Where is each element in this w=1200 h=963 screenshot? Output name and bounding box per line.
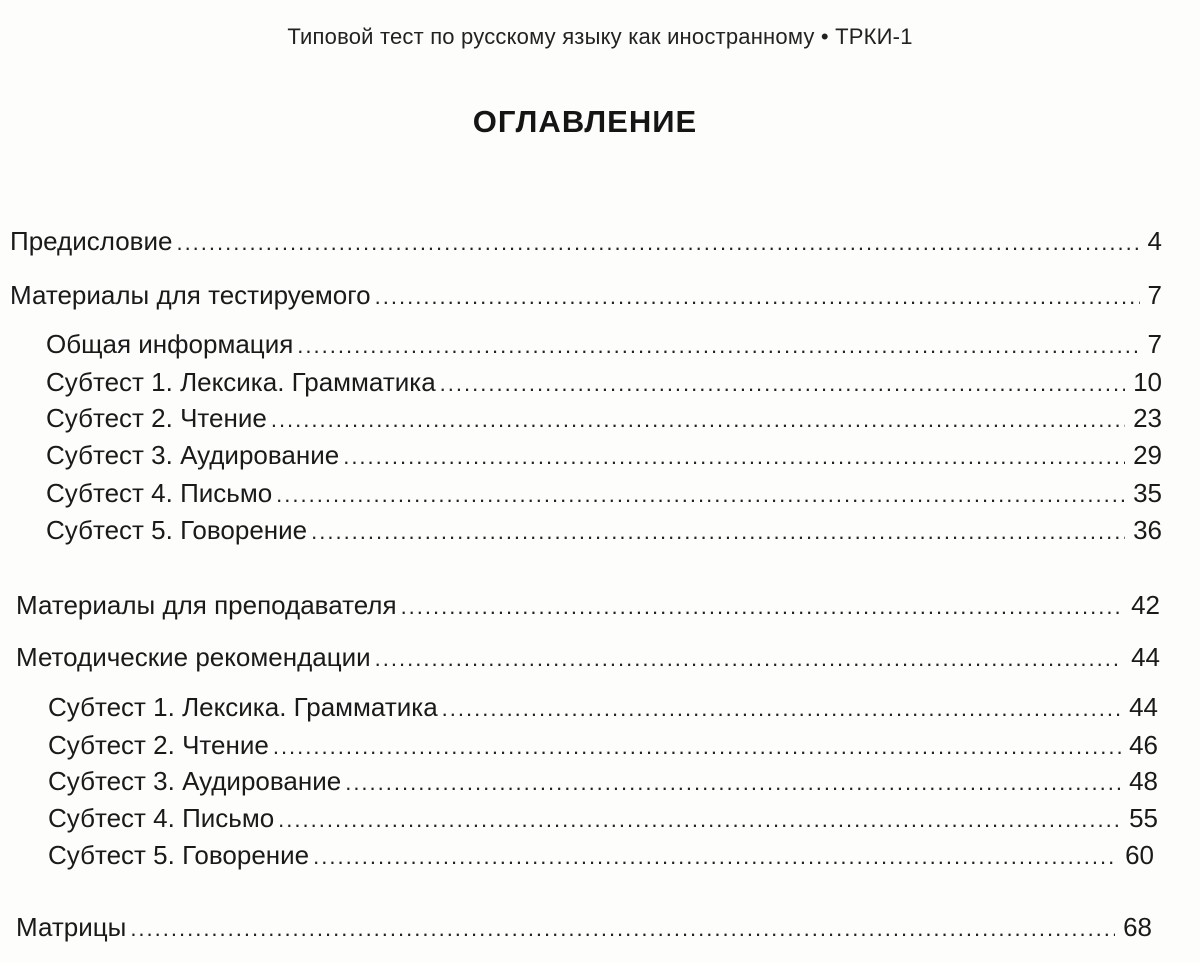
toc-leader-dots [273,732,1121,762]
toc-leader-dots [442,694,1121,724]
toc-entry-preface[interactable] [10,226,1162,258]
toc-entry-label: Субтест 2. Чтение [46,403,267,433]
toc-entry-page: 68 [1123,912,1152,942]
toc-entry-label: Материалы для тестируемого [10,280,371,310]
toc-entry-page: 42 [1131,590,1160,620]
toc-leader-dots [375,282,1140,312]
toc-entry-subtest-4[interactable] [46,478,1162,510]
toc-entry-general-info[interactable] [46,329,1162,361]
toc-entry-subtest-3[interactable] [46,440,1162,472]
toc-entry-matrices[interactable] [16,912,1152,944]
toc-leader-dots [276,480,1125,510]
toc-entry-label: Субтест 1. Лексика. Грамматика [46,367,436,397]
toc-leader-dots [440,369,1125,399]
toc-leader-dots [345,768,1121,798]
toc-entry-subtest-1[interactable] [46,367,1162,399]
running-header: Типовой тест по русскому языку как иностранному • ТРКИ-1 [287,24,913,49]
toc-entry-label: Матрицы [16,912,127,942]
toc-entry-student-materials[interactable] [10,280,1162,312]
toc-entry-method-subtest-1[interactable] [48,692,1158,724]
toc-entry-page: 35 [1133,478,1162,508]
toc-entry-label: Предисловие [10,226,173,256]
toc-entry-label: Субтест 5. Говорение [48,840,310,870]
toc-entry-page: 10 [1133,367,1162,397]
toc-entry-label: Субтест 3. Аудирование [48,766,342,796]
toc-entry-method-recommendations[interactable] [16,642,1160,674]
toc-entry-page: 29 [1133,440,1162,470]
toc-entry-label: Методические рекомендации [16,642,371,672]
toc-entry-page: 23 [1133,403,1162,433]
toc-entry-page: 60 [1125,840,1154,870]
toc-entry-method-subtest-4[interactable] [48,803,1158,835]
toc-entry-subtest-5[interactable] [46,515,1162,547]
toc-leader-dots [176,228,1139,258]
toc-leader-dots [278,805,1121,835]
toc-leader-dots [130,914,1115,944]
toc-leader-dots [401,592,1124,622]
page-title: ОГЛАВЛЕНИЕ [472,104,698,139]
toc-entry-label: Общая информация [46,329,294,359]
toc-entry-page: 4 [1147,226,1162,256]
toc-entry-page: 7 [1147,280,1162,310]
toc-entry-page: 7 [1147,329,1162,359]
toc-entry-subtest-2[interactable] [46,403,1162,435]
toc-leader-dots [311,517,1125,547]
toc-leader-dots [343,442,1125,472]
toc-leader-dots [271,405,1125,435]
toc-entry-method-subtest-2[interactable] [48,730,1158,762]
toc-entry-label: Субтест 3. Аудирование [46,440,340,470]
toc-entry-label: Субтест 2. Чтение [48,730,269,760]
toc-entry-method-subtest-3[interactable] [48,766,1158,798]
toc-entry-page: 44 [1129,692,1158,722]
toc-entry-page: 55 [1129,803,1158,833]
toc-entry-page: 44 [1131,642,1160,672]
toc-entry-page: 46 [1129,730,1158,760]
toc-entry-method-subtest-5[interactable] [48,840,1154,872]
toc-entry-page: 48 [1129,766,1158,796]
toc-entry-label: Субтест 4. Письмо [48,803,275,833]
toc-entry-label: Материалы для преподавателя [16,590,397,620]
toc-leader-dots [313,842,1117,872]
toc-leader-dots [375,644,1123,674]
toc-entry-page: 36 [1133,515,1162,545]
toc-entry-teacher-materials[interactable] [16,590,1160,622]
toc-leader-dots [297,331,1139,361]
toc-entry-label: Субтест 5. Говорение [46,515,308,545]
toc-entry-label: Субтест 4. Письмо [46,478,273,508]
toc-entry-label: Субтест 1. Лексика. Грамматика [48,692,438,722]
